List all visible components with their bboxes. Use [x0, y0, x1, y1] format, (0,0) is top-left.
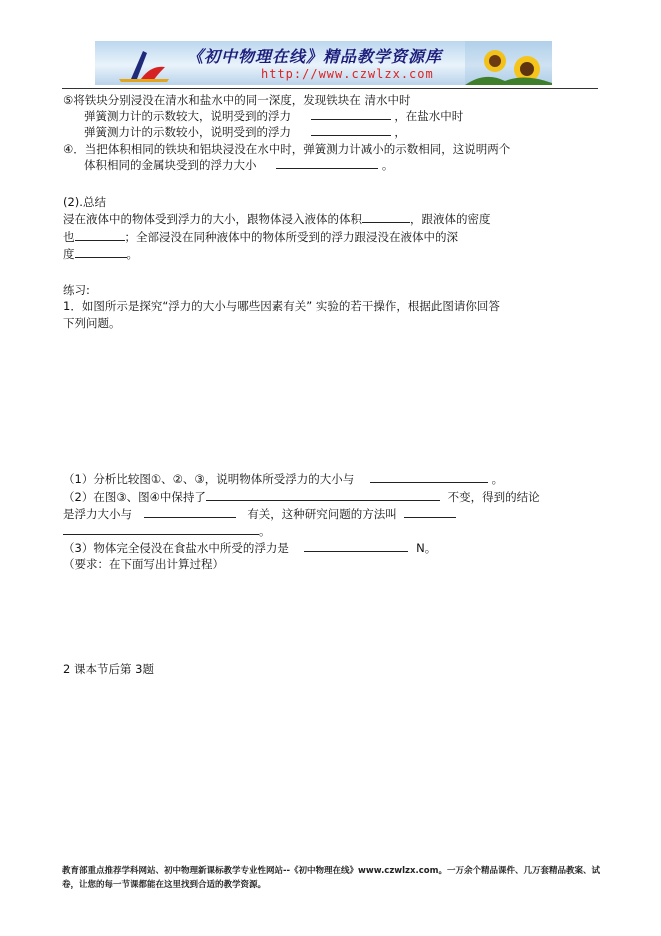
sub-question — [63, 489, 540, 505]
answer-blank[interactable] — [276, 157, 378, 169]
sunflower-icon — [465, 41, 552, 85]
text-segment: 有关，这种研究问题的方法叫 — [247, 507, 397, 521]
text-segment: 。 — [126, 247, 138, 261]
text-segment: 。 — [381, 158, 394, 172]
answer-blank[interactable] — [311, 108, 391, 120]
text-segment: 不变，得到的结论 — [447, 490, 540, 504]
answer-blank[interactable] — [304, 540, 408, 552]
text-segment: 是浮力大小与 — [63, 507, 132, 521]
text-segment: 弹簧测力计的示数较大，说明受到的浮力 — [84, 109, 291, 123]
text-line — [63, 246, 138, 262]
text-segment: ，在盐水中时 — [394, 109, 464, 123]
sub-question — [63, 540, 436, 556]
text-line — [63, 229, 458, 245]
text-line — [63, 211, 491, 227]
answer-blank[interactable] — [75, 229, 125, 241]
text-segment: （3）物体完全侵没在食盐水中所受的浮力是 — [63, 541, 289, 555]
banner-url[interactable]: http://www.czwlzx.com — [261, 67, 434, 81]
text-segment: ；全部浸没在同种液体中的物体所受到的浮力跟浸没在液体中的深 — [124, 230, 458, 244]
logo-icon — [113, 45, 175, 83]
answer-blank[interactable] — [311, 124, 391, 136]
text-segment: 。 — [491, 472, 504, 486]
answer-blank[interactable] — [144, 506, 236, 518]
text-segment: （1）分析比较图①、②、③，说明物体所受浮力的大小与 — [63, 472, 355, 486]
text-segment: 浸在液体中的物体受到浮力的大小，跟物体浸入液体的体积 — [63, 212, 362, 226]
header-banner — [95, 41, 552, 85]
text-segment: 体积相同的金属块受到的浮力大小 — [84, 158, 257, 172]
sub-question-continued — [63, 523, 271, 539]
text-line — [84, 108, 463, 124]
text-segment: N。 — [416, 541, 437, 555]
text-segment: 。 — [259, 524, 271, 538]
banner-title: 《初中物理在线》精品教学资源库 — [187, 47, 443, 66]
text-line — [84, 157, 393, 173]
text-line: ⑤将铁块分别浸没在清水和盐水中的同一深度，发现铁块在 清水中时 — [63, 93, 411, 107]
sub-question-continued — [63, 506, 456, 522]
banner-divider — [62, 88, 598, 89]
text-segment: 度 — [63, 247, 75, 261]
instruction-text: （要求：在下面写出计算过程） — [63, 557, 224, 571]
answer-blank[interactable] — [63, 523, 259, 535]
section-heading: (2).总结 — [63, 195, 106, 209]
answer-blank[interactable] — [75, 246, 127, 258]
footer-text: 教育部重点推荐学科网站、初中物理新课标教学专业性网站--《初中物理在线》www.czwlzx.com。一万余个精品课件、几万套精品教案、试卷，让您的每一节课都能在这里找到合适的教学资源。 — [62, 866, 600, 890]
answer-blank[interactable] — [362, 211, 410, 223]
answer-blank[interactable] — [404, 506, 456, 518]
sub-question — [63, 471, 503, 487]
question-text: 2 课本节后第 3题 — [63, 662, 154, 676]
question-text: 1．如图所示是探究“浮力的大小与哪些因素有关” 实验的若干操作，根据此图请你回答 — [63, 299, 500, 313]
text-line: ④．当把体积相同的铁块和铝块浸没在水中时，弹簧测力计减小的示数相同，这说明两个 — [63, 142, 511, 156]
text-segment: （2）在图③、图④中保持了 — [63, 490, 206, 504]
answer-blank[interactable] — [206, 489, 440, 501]
section-heading: 练习: — [63, 283, 90, 297]
text-segment: ， — [394, 125, 406, 139]
text-segment: 也 — [63, 230, 75, 244]
text-line — [84, 124, 406, 140]
text-segment: 弹簧测力计的示数较小，说明受到的浮力 — [84, 125, 291, 139]
question-text: 下列问题。 — [63, 316, 121, 330]
answer-blank[interactable] — [370, 471, 488, 483]
text-segment: ，跟液体的密度 — [410, 212, 491, 226]
